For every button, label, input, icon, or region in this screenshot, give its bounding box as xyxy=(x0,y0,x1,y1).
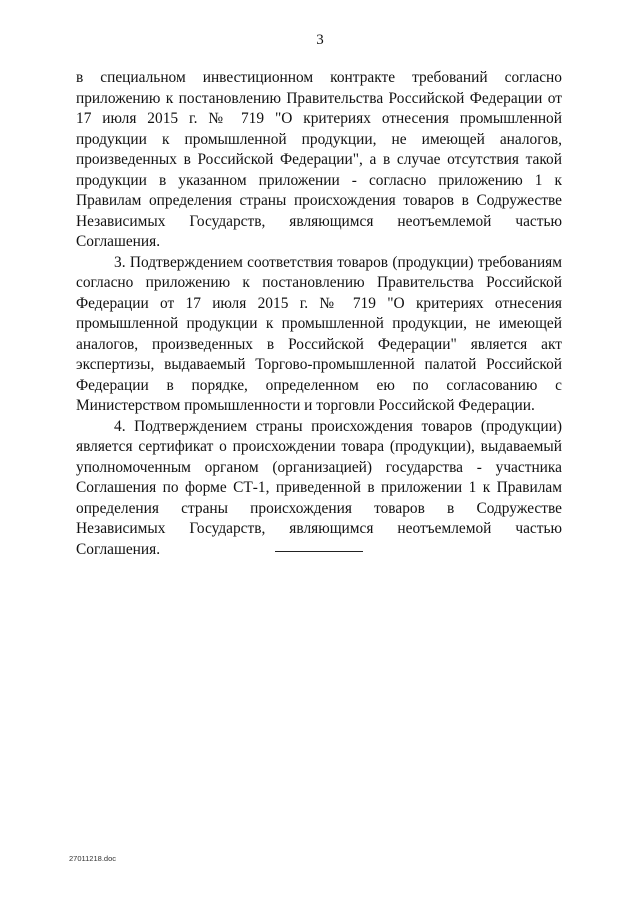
paragraph-item-4: 4. Подтверждением страны происхождения товаров (продукции) является сертификат о происхождении товара (продукции), выдаваемый уполномоченным органом (организацией) государства - участника Соглашения по форме СТ-1, приведенной в приложении 1 к Правилам определения страны происхождения товаров в Содружестве Независимых Государств, являющимся неотъемлемой частью Соглашения. xyxy=(76,417,562,558)
paragraph-item-3: 3. Подтверждением соответствия товаров (продукции) требованиям согласно приложению к постановлению Правительства Российской Федерации от 17 июля 2015 г. № 719 "О критериях отнесения промышленной продукции к промышленной продукции, не имеющей аналогов, произведенных в Российской Федерации" является акт экспертизы, выдаваемый Торгово-промышленной палатой Российской Федерации в порядке, определенном ею по согласованию с Министерством промышленности и торговли Российской Федерации. xyxy=(76,253,562,414)
page-number: 3 xyxy=(316,32,324,48)
paragraph-continuation: в специальном инвестиционном контракте требований согласно приложению к постановлению Правительства Российской Федерации от 17 июля 2015 г. № 719 "О критериях отнесения промышленной продукции к промышленной продукции, не имеющей аналогов, произведенных в Российской Федерации", а в случае отсутствия такой продукции в указанном приложении - согласно приложению 1 к Правилам определения страны происхождения товаров в Содружестве Независимых Государств, являющимся неотъемлемой частью Соглашения. xyxy=(76,69,562,250)
end-divider-line xyxy=(275,551,363,552)
document-body xyxy=(76,68,562,560)
footer-filename: 27011218.doc xyxy=(69,854,116,863)
